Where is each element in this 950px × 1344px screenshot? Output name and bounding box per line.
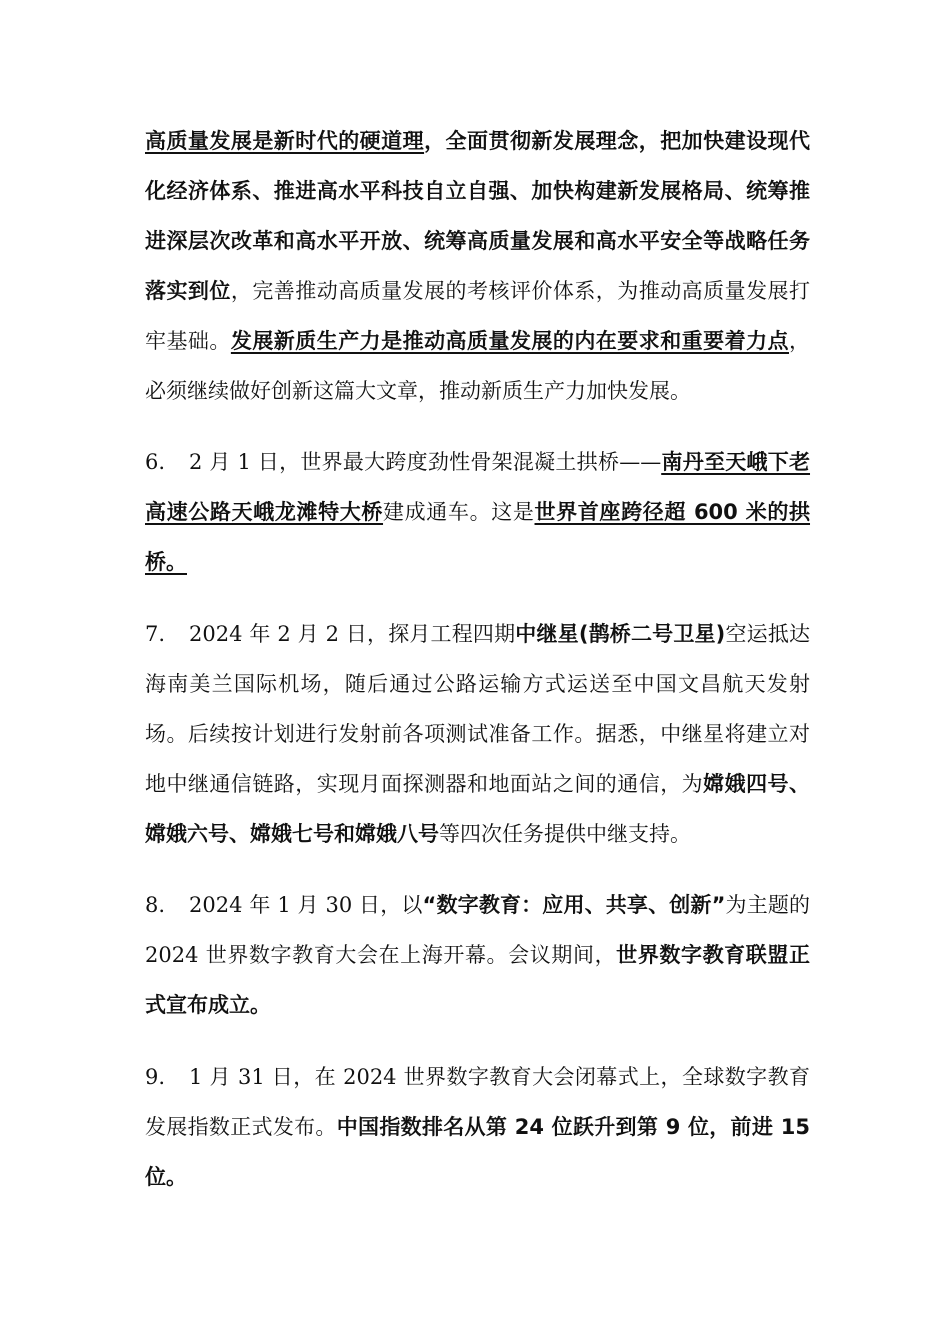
body-text: ，完善推动高质量发展的考核评价体系，为推动高质量发展打牢基础。 xyxy=(145,279,811,353)
item-number: 9. xyxy=(145,1065,166,1089)
item-number: 7. xyxy=(145,622,166,646)
bold-text: 嫦娥四号、嫦娥六号、嫦娥七号和嫦娥八号 xyxy=(145,772,811,846)
bold-underlined-text: 南丹至天峨下老高速公路天峨龙滩特大桥 xyxy=(145,450,811,524)
body-text: 空运抵达海南美兰国际机场，随后通过公路运输方式运送至中国文昌航天发射场。后续按计划进行发射前各项测试准备工作。据悉，中继星将建立对地中继通信链路，实现月面探测器和地面站之间的通信，为 xyxy=(145,622,810,796)
bold-underlined-text: 世界首座跨径超 600 米的拱桥。 xyxy=(145,500,811,574)
body-text: ，必须继续做好创新这篇大文章，推动新质生产力加快发展。 xyxy=(145,329,811,403)
bold-text: 世界数字教育联盟正式宣布成立。 xyxy=(145,943,810,1017)
paragraph-item-6 xyxy=(145,437,810,587)
item-number: 8. xyxy=(145,893,166,917)
bold-text: 中继星(鹊桥二号卫星) xyxy=(515,622,726,646)
body-text: 1 月 31 日，在 2024 世界数字教育大会闭幕式上，全球数字教育发展指数正式发布。 xyxy=(145,1065,810,1139)
bold-text: ，全面贯彻新发展理念，把加快建设现代化经济体系、推进高水平科技自立自强、加快构建新发展格局、统筹推进深层次改革和高水平开放、统筹高质量发展和高水平安全等战略任务落实到位 xyxy=(145,129,811,303)
paragraph-item-7 xyxy=(145,609,810,859)
body-text: 建成通车。这是 xyxy=(383,500,535,524)
paragraph-item-9 xyxy=(145,1052,810,1202)
body-text: 2024 年 2 月 2 日，探月工程四期 xyxy=(189,622,516,646)
body-text: 2024 年 1 月 30 日，以 xyxy=(189,893,423,917)
bold-underlined-text: 高质量发展是新时代的硬道理 xyxy=(145,129,425,153)
bold-text: 中国指数排名从第 24 位跃升到第 9 位，前进 15 位。 xyxy=(145,1115,811,1189)
body-text: 2 月 1 日，世界最大跨度劲性骨架混凝土拱桥—— xyxy=(189,450,662,474)
bold-text: “数字教育：应用、共享、创新” xyxy=(422,893,726,917)
body-text: 为主题的 2024 世界数字教育大会在上海开幕。会议期间， xyxy=(145,893,811,967)
bold-underlined-text: 发展新质生产力是推动高质量发展的内在要求和重要着力点 xyxy=(230,329,790,353)
paragraph-high-quality-development xyxy=(145,116,810,416)
item-number: 6. xyxy=(145,450,166,474)
paragraph-item-8 xyxy=(145,880,810,1030)
body-text: 等四次任务提供中继支持。 xyxy=(439,822,691,846)
